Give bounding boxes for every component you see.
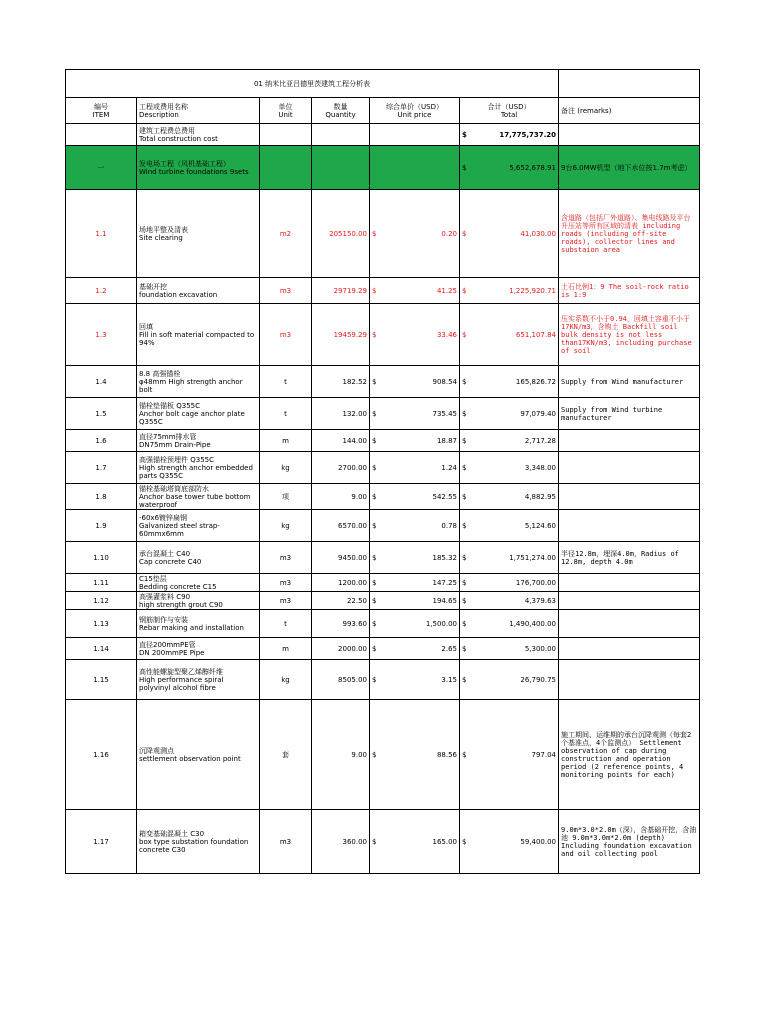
item-total: $ 1,751,274.00 — [460, 542, 559, 574]
item-description: C15垫层 Bedding concrete C15 — [137, 574, 260, 592]
item-number: 1.1 — [66, 190, 137, 278]
item-description: 锚栓垫锚板 Q355C Anchor bolt cage anchor plate Q355C — [137, 398, 260, 430]
item-quantity: 8505.00 — [312, 660, 370, 700]
table-row — [66, 542, 700, 574]
item-total: $ 59,400.00 — [460, 810, 559, 874]
item-number: 1.8 — [66, 484, 137, 510]
item-total: $ 5,124.60 — [460, 510, 559, 542]
item-unit-price: $ 165.00 — [370, 810, 460, 874]
item-unit: m2 — [260, 190, 312, 278]
item-description: 高强灌浆料 C90 high strength grout C90 — [137, 592, 260, 610]
item-description: 8.8 高强锚栓 φ48mm High strength anchor bolt — [137, 366, 260, 398]
item-number: 1.3 — [66, 304, 137, 366]
item-number: 1.16 — [66, 700, 137, 810]
item-total: $ 1,225,920.71 — [460, 278, 559, 304]
item-quantity: 2700.00 — [312, 452, 370, 484]
item-remark: 9.0m*3.0*2.0m（深），含基础开挖，含油池 9.0m*3.0m*2.0m (depth) Including foundation excavation and oil collecting pool — [559, 810, 700, 874]
item-remark: 含道路（包括厂外道路）、集电线路及平台升压站等所有区域的清表 including roads (including off-site roads), collector lines and substaion area — [559, 190, 700, 278]
item-unit: m — [260, 638, 312, 660]
item-remark — [559, 660, 700, 700]
item-quantity: 132.00 — [312, 398, 370, 430]
item-number: 1.4 — [66, 366, 137, 398]
table-row — [66, 660, 700, 700]
item-number: 1.13 — [66, 610, 137, 638]
header-quantity: 数量 Quantity — [312, 98, 370, 124]
item-unit: kg — [260, 660, 312, 700]
item-unit-price: $ 0.78 — [370, 510, 460, 542]
item-unit: m3 — [260, 542, 312, 574]
item-unit-price: $ 735.45 — [370, 398, 460, 430]
item-unit-price: $ 41.25 — [370, 278, 460, 304]
item-unit-price: $ 908.54 — [370, 366, 460, 398]
item-total: $ 4,379.63 — [460, 592, 559, 610]
item-description: 基础开挖 foundation excavation — [137, 278, 260, 304]
section-row — [66, 146, 700, 190]
item-unit: m3 — [260, 592, 312, 610]
item-unit: kg — [260, 452, 312, 484]
item-unit: 项 — [260, 484, 312, 510]
item-quantity: 9.00 — [312, 484, 370, 510]
item-number: 1.17 — [66, 810, 137, 874]
item-unit: t — [260, 366, 312, 398]
item-unit: m3 — [260, 278, 312, 304]
item-number: 1.15 — [66, 660, 137, 700]
item-quantity: 9450.00 — [312, 542, 370, 574]
item-quantity: 22.50 — [312, 592, 370, 610]
item-number: 1.10 — [66, 542, 137, 574]
item-description: 承台混凝土 C40 Cap concrete C40 — [137, 542, 260, 574]
title-blank — [559, 70, 700, 98]
item-unit: m3 — [260, 304, 312, 366]
item-remark — [559, 430, 700, 452]
item-description: 场地平整及清表 Site clearing — [137, 190, 260, 278]
header-item: 编号 ITEM — [66, 98, 137, 124]
item-unit-price: $ 88.56 — [370, 700, 460, 810]
item-remark — [559, 484, 700, 510]
section-remark: 9台6.0MW机型（地下水位按1.7m考虑） — [559, 146, 700, 190]
item-remark — [559, 452, 700, 484]
item-description: 高强锚栓预埋件 Q355C High strength anchor embedded parts Q355C — [137, 452, 260, 484]
table-row — [66, 484, 700, 510]
table-row — [66, 510, 700, 542]
total-description: 建筑工程费总费用 Total construction cost — [137, 124, 260, 146]
item-remark: Supply from Wind manufacturer — [559, 366, 700, 398]
item-remark — [559, 610, 700, 638]
item-number: 1.7 — [66, 452, 137, 484]
cost-table — [65, 69, 700, 874]
total-amount: $ 17,775,737.20 — [460, 124, 559, 146]
item-quantity: 19459.29 — [312, 304, 370, 366]
item-unit-price: $ 185.32 — [370, 542, 460, 574]
table-row — [66, 366, 700, 398]
item-unit: t — [260, 398, 312, 430]
table-row — [66, 304, 700, 366]
table-row — [66, 574, 700, 592]
table-row — [66, 430, 700, 452]
item-remark: 施工期间、运维期的承台沉降观测（每套2个基准点，4个监测点） Settlement observation of cap during construction and operation period (2 reference points, 4 monitoring points for each) — [559, 700, 700, 810]
item-total: $ 4,882.95 — [460, 484, 559, 510]
item-remark — [559, 510, 700, 542]
item-unit-price: $ 0.20 — [370, 190, 460, 278]
table-row — [66, 810, 700, 874]
item-remark: Supply from Wind turbine manufacturer — [559, 398, 700, 430]
item-description: 直径75mm排水管 DN75mm Drain-Pipe — [137, 430, 260, 452]
item-remark: 半径12.8m，埋深4.0m，Radius of 12.8m, depth 4.0m — [559, 542, 700, 574]
item-total: $ 26,790.75 — [460, 660, 559, 700]
item-description: 沉降观测点 settlement observation point — [137, 700, 260, 810]
item-description: 钢筋制作与安装 Rebar making and installation — [137, 610, 260, 638]
item-unit-price: $ 18.87 — [370, 430, 460, 452]
title-row — [66, 70, 700, 98]
total-item-blank — [66, 124, 137, 146]
item-quantity: 205150.00 — [312, 190, 370, 278]
table-row — [66, 592, 700, 610]
header-row — [66, 98, 700, 124]
item-total: $ 1,490,400.00 — [460, 610, 559, 638]
item-unit: m3 — [260, 810, 312, 874]
item-number: 1.11 — [66, 574, 137, 592]
item-unit-price: $ 1,500.00 — [370, 610, 460, 638]
item-total: $ 3,348.00 — [460, 452, 559, 484]
sheet-title: 01 纳米比亚吕德里茨建筑工程分析表 — [66, 70, 559, 98]
item-total: $ 97,079.40 — [460, 398, 559, 430]
item-number: 1.9 — [66, 510, 137, 542]
item-quantity: 2000.00 — [312, 638, 370, 660]
item-total: $ 5,300.00 — [460, 638, 559, 660]
item-quantity: 29719.29 — [312, 278, 370, 304]
item-quantity: 993.60 — [312, 610, 370, 638]
item-unit: m3 — [260, 574, 312, 592]
item-number: 1.5 — [66, 398, 137, 430]
item-number: 1.12 — [66, 592, 137, 610]
item-number: 1.2 — [66, 278, 137, 304]
item-unit: m — [260, 430, 312, 452]
item-unit: kg — [260, 510, 312, 542]
item-remark — [559, 574, 700, 592]
section-number: 一 — [66, 146, 137, 190]
table-row — [66, 700, 700, 810]
header-unit: 单位 Unit — [260, 98, 312, 124]
item-quantity: 1200.00 — [312, 574, 370, 592]
item-remark — [559, 592, 700, 610]
item-quantity: 6570.00 — [312, 510, 370, 542]
item-number: 1.6 — [66, 430, 137, 452]
item-unit-price: $ 147.25 — [370, 574, 460, 592]
header-unit-price: 综合单价（USD） Unit price — [370, 98, 460, 124]
header-remarks: 备注 (remarks) — [559, 98, 700, 124]
item-unit-price: $ 33.46 — [370, 304, 460, 366]
item-description: 高性能螺旋型聚乙烯醇纤维 High performance spiral polyvinyl alcohol fibre — [137, 660, 260, 700]
item-total: $ 41,030.00 — [460, 190, 559, 278]
table-row — [66, 452, 700, 484]
item-total: $ 651,107.84 — [460, 304, 559, 366]
table-row — [66, 278, 700, 304]
item-unit: t — [260, 610, 312, 638]
item-description: 箱变基础混凝土 C30 box type substation foundation concrete C30 — [137, 810, 260, 874]
item-description: 回填 Fill in soft material compacted to 94% — [137, 304, 260, 366]
item-total: $ 165,826.72 — [460, 366, 559, 398]
item-total: $ 797.04 — [460, 700, 559, 810]
table-row — [66, 610, 700, 638]
table-row — [66, 398, 700, 430]
item-remark — [559, 638, 700, 660]
item-unit-price: $ 3.15 — [370, 660, 460, 700]
header-description: 工程或费用名称 Description — [137, 98, 260, 124]
header-total: 合计（USD） Total — [460, 98, 559, 124]
item-quantity: 182.52 — [312, 366, 370, 398]
item-total: $ 2,717.28 — [460, 430, 559, 452]
item-remark: 压实系数不小于0.94，回填土容重不小于17KN/m3，含购土 Backfill soil bulk density is not less than17KN/m3, including purchase of soil — [559, 304, 700, 366]
item-unit-price: $ 2.65 — [370, 638, 460, 660]
item-quantity: 360.00 — [312, 810, 370, 874]
table-row — [66, 190, 700, 278]
item-number: 1.14 — [66, 638, 137, 660]
item-quantity: 144.00 — [312, 430, 370, 452]
item-description: -60x6镀锌扁钢 Galvanized steel strap-60mmx6mm — [137, 510, 260, 542]
item-total: $ 176,700.00 — [460, 574, 559, 592]
item-description: 锚栓基础塔筒底部防水 Anchor base tower tube bottom waterproof — [137, 484, 260, 510]
item-remark: 土石比例1：9 The soil-rock ratio is 1:9 — [559, 278, 700, 304]
item-description: 直径200mmPE管 DN 200mmPE Pipe — [137, 638, 260, 660]
item-unit: 套 — [260, 700, 312, 810]
item-unit-price: $ 542.55 — [370, 484, 460, 510]
total-row — [66, 124, 700, 146]
item-quantity: 9.00 — [312, 700, 370, 810]
section-amount: $ 5,652,678.91 — [460, 146, 559, 190]
item-unit-price: $ 1.24 — [370, 452, 460, 484]
item-unit-price: $ 194.65 — [370, 592, 460, 610]
table-row — [66, 638, 700, 660]
section-description: 发电场工程（风机基础工程） Wind turbine foundations 9sets — [137, 146, 260, 190]
